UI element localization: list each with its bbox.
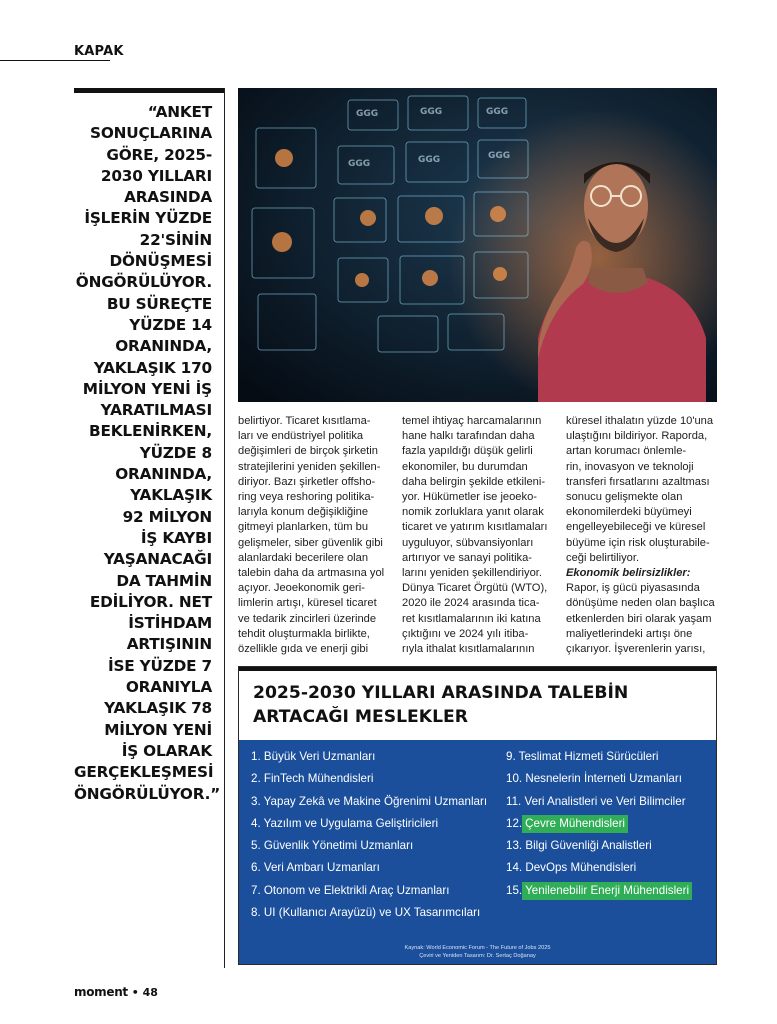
text-line: Rapor, iş gücü piyasasında [566,582,700,595]
text-line: ve tedarik zincirleri üzerinde [238,612,377,625]
text-line: ekonomilerdeki büyümeyi [566,506,692,519]
pull-quote-line: ORANIYLA [125,678,212,697]
text-line: limlerin artışı, küresel ticaret [238,597,377,610]
pull-quote-line: GERÇEKLEŞMESİ [74,763,214,782]
profession-item: 2. FinTech Mühendisleri [251,772,374,786]
text-line: ceği belirtiliyor. [566,551,640,564]
section-label: KAPAK [74,44,124,59]
footer-separator: • [131,986,139,999]
source-line: Kaynak: World Economic Forum - The Future of Jobs 2025 [404,945,551,951]
pull-quote-line: YAKLAŞIK 78 [104,699,212,718]
source-credit [239,944,716,960]
magazine-logo: moment [74,985,128,999]
box-title-line-2: ARTACAĞI MESLEKLER [253,707,469,727]
page-number: 48 [142,986,158,999]
text-line: larıyla konum değişikliğine [238,506,369,519]
pull-quote-line: MİLYON YENİ İŞ [82,379,212,398]
text-line: ret kısıtlamalarının iki katına [402,612,541,625]
credit-line: Çeviri ve Yeniden Tasarım: Dr. Sertaç Doğanay [419,953,536,959]
svg-text:GGG: GGG [486,107,509,117]
text-line: ulaştığını bildiriyor. Raporda, [566,430,708,443]
subheading: Ekonomik belirsizlikler: [566,567,691,580]
text-line: daha belirgin şekilde etkileni- [402,475,546,488]
pull-quote-line: ARASINDA [124,188,212,207]
pull-quote-line: İŞLERİN YÜZDE [84,209,212,228]
text-line: uyguluyor, sübvansiyonları [402,536,534,549]
profession-item [506,882,692,904]
svg-text:GGG: GGG [356,109,379,119]
pull-quote-line: ORANINDA, [115,465,212,484]
pull-quote-line: DÖNÜŞMESİ [109,252,212,271]
article-column-3 [566,414,717,657]
pull-quote-line: ARTIŞININ [126,635,212,654]
pull-quote-line: İŞ KAYBI [140,528,212,547]
text-line: rıyla ithalat kısıtlamalarının [402,643,535,656]
text-line: yor. Hükümetler ise jeoeko- [402,491,537,504]
text-line: alanlardaki becerilere olan [238,551,369,564]
professions-box [238,666,717,965]
pull-quote-line: 2030 YILLARI [100,166,212,185]
pull-quote-line: “ANKET [147,103,212,121]
text-line: dönüşüme neden olan başlıca [566,597,715,610]
pull-quote-line: BU SÜREÇTE [106,294,212,313]
text-line: ticaret ve yatırım kısıtlamaları [402,521,548,534]
text-line: gitmeyi planlarken, tüm bu [238,521,369,534]
pull-quote-line: SONUÇLARINA [90,124,212,143]
text-line: çıktığını ve 2024 yılı itiba- [402,627,529,640]
text-line: büyüme için risk oluşturabile- [566,536,710,549]
profession-item: 11. Veri Analistleri ve Veri Bilimciler [506,794,686,808]
profession-item: 7. Otonom ve Elektrikli Araç Uzmanları [251,883,450,897]
pull-quote-line: BEKLENİRKEN, [89,422,212,441]
text-line: temel ihtiyaç harcamalarının [402,415,542,427]
professions-list-panel [239,740,716,964]
svg-text:GGG: GGG [488,151,511,161]
pull-quote-line: 92 MİLYON [122,507,212,526]
box-title-line-1: 2025-2030 YILLARI ARASINDA TALEBİN [253,683,629,703]
text-line: çıkarıyor. İşverenlerin yarısı, [566,643,706,656]
pull-quote-line: YARATILMASI [100,401,212,420]
text-line: talebin daha da artmasına yol [238,567,385,580]
text-line: artan korumacı önlemle- [566,445,687,458]
profession-item: 14. DevOps Mühendisleri [506,861,637,875]
text-line: ring veya reshoring politika- [238,491,375,504]
text-line: tehdit oluşturmakla birlikte, [238,627,370,640]
text-line: nomik zorluklara yanıt olarak [402,506,544,519]
professions-list-left [251,748,487,926]
svg-text:GGG: GGG [348,159,371,169]
page-footer [74,985,158,999]
text-line: larını yeniden şekillendiriyor. [402,567,542,580]
profession-item: 9. Teslimat Hizmeti Sürücüleri [506,750,659,763]
pull-quote-line: İŞ OLARAK [121,741,212,760]
profession-number: 12. [506,816,523,830]
profession-number: 15. [506,883,523,897]
pull-quote-line: YAŞANACAĞI [103,550,212,569]
pull-quote-line: ÖNGÖRÜLÜYOR.” [74,784,221,803]
pull-quote-line: EDİLİYOR. NET [89,592,212,611]
box-title [253,681,628,729]
pull-quote-line: YAKLAŞIK [130,486,212,505]
text-line: fazla yapıldığı düşük gelirli [402,445,533,458]
pull-quote-line: İSTİHDAM [128,614,212,633]
text-line: rin, inovasyon ve teknoloji [566,460,694,473]
profession-item: 1. Büyük Veri Uzmanları [251,750,376,763]
text-line: engelleyebileceği ve küresel [566,521,706,534]
pull-quote-line: İSE YÜZDE 7 [108,656,212,675]
text-line: stratejilerini yeniden şekillen- [238,460,381,473]
pull-quote-bar [74,88,224,93]
text-line: değişimleri de birçok şirketin [238,445,378,458]
hero-photo [238,88,717,402]
text-line: etkenlerden biri olarak yaşam [566,612,712,625]
text-line: Dünya Ticaret Örgütü (WTO), [402,582,548,595]
profession-item: 13. Bilgi Güvenliği Analistleri [506,839,652,853]
text-line: ekonomiler, bu durumdan [402,460,528,473]
profession-item: 4. Yazılım ve Uygulama Geliştiricileri [251,816,439,830]
text-line: küresel ithalatın yüzde 10'una [566,415,714,427]
text-line: belirtiyor. Ticaret kısıtlama- [238,415,371,427]
pull-quote-line: 22'SİNİN [139,230,212,249]
pull-quote-line: YAKLAŞIK 170 [93,358,212,377]
text-line: 2020 ile 2024 arasında tica- [402,597,540,610]
pull-quote-line: YÜZDE 14 [129,315,212,334]
section-rule [0,60,110,61]
pull-quote-line: YÜZDE 8 [139,443,212,462]
profession-item [506,815,692,837]
text-line: transferi fırsatlarını azaltması [566,475,710,488]
profession-item: 8. UI (Kullanıcı Arayüzü) ve UX Tasarımcıları [251,906,481,920]
professions-list-right [506,748,692,904]
article-column-2 [402,414,552,657]
text-line: ları ve endüstriyel politika [238,430,364,443]
box-top-bar [239,667,716,671]
text-line: hane halkı tarafından daha [402,430,535,443]
column-divider [224,88,225,968]
profession-item: 5. Güvenlik Yönetimi Uzmanları [251,839,414,853]
text-line: açıyor. Jeoekonomik geri- [238,582,365,595]
svg-text:GGG: GGG [420,107,443,117]
text-line: özellikle gıda ve enerji gibi [238,643,369,656]
pull-quote-line: MİLYON YENİ [104,720,212,739]
pull-quote-line: DA TAHMİN [116,571,212,590]
text-line: sonucu gelişmekte olan [566,491,683,504]
pull-quote-line: ORANINDA, [115,337,212,356]
man-with-holographic-dashboards-image [238,88,717,402]
pull-quote [74,102,221,805]
text-line: artırıyor ve sanayi politika- [402,551,533,564]
highlighted-profession: Yenilenebilir Enerji Mühendisleri [522,882,692,900]
text-line: gelişmeler, siber güvenlik gibi [238,536,383,549]
text-line: diriyor. Bazı şirketler offsho- [238,475,376,488]
profession-item: 3. Yapay Zekâ ve Makine Öğrenimi Uzmanları [251,794,488,808]
article-column-1 [238,414,388,657]
text-line: maliyetlerindeki artışı öne [566,627,693,640]
profession-item: 10. Nesnelerin İnterneti Uzmanları [506,772,682,786]
highlighted-profession: Çevre Mühendisleri [522,815,628,833]
pull-quote-line: GÖRE, 2025- [106,145,212,164]
svg-text:GGG: GGG [418,155,441,165]
pull-quote-line: ÖNGÖRÜLÜYOR. [75,273,212,292]
profession-item: 6. Veri Ambarı Uzmanları [251,861,380,875]
